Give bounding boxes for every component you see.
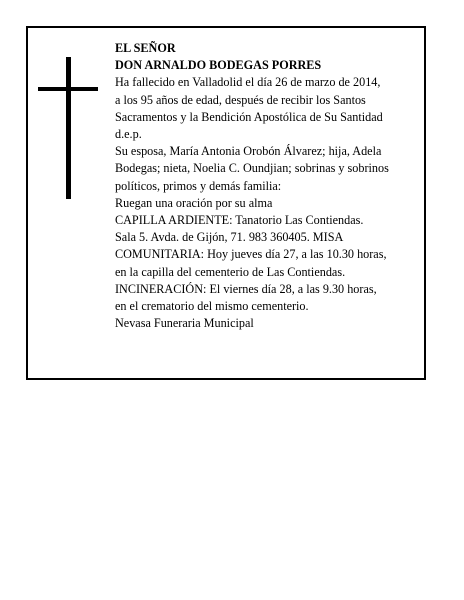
cross-horizontal-bar	[38, 87, 98, 91]
body-line: en la capilla del cementerio de Las Contiendas.	[115, 264, 346, 279]
body-line: COMUNITARIA: Hoy jueves día 27, a las 10.30 horas,	[115, 247, 387, 262]
obituary-notice	[26, 26, 426, 380]
body-line: Sacramentos y la Bendición Apostólica de Su Santidad	[115, 109, 383, 124]
latin-cross-icon	[38, 57, 98, 199]
body-line: Su esposa, María Antonia Orobón Álvarez; hija, Adela	[115, 144, 382, 159]
deceased-name: DON ARNALDO BODEGAS PORRES	[115, 58, 322, 73]
body-line: a los 95 años de edad, después de recibir los Santos	[115, 92, 366, 107]
body-line: Bodegas; nieta, Noelia C. Oundjian; sobrinas y sobrinos	[115, 161, 389, 176]
heading-title: EL SEÑOR	[115, 41, 176, 55]
body-line: Sala 5. Avda. de Gijón, 71. 983 360405. MISA	[115, 230, 344, 245]
body-line: CAPILLA ARDIENTE: Tanatorio Las Contiendas.	[115, 213, 364, 228]
body-line: en el crematorio del mismo cementerio.	[115, 299, 309, 314]
cross-vertical-bar	[66, 57, 71, 199]
funeral-home-name: Nevasa Funeraria Municipal	[115, 316, 254, 331]
obituary-text	[115, 40, 423, 332]
body-line: d.e.p.	[115, 127, 142, 142]
body-line: Ha fallecido en Valladolid el día 26 de marzo de 2014,	[115, 75, 381, 90]
body-line: Ruegan una oración por su alma	[115, 195, 273, 210]
body-line: políticos, primos y demás familia:	[115, 178, 282, 193]
body-line: INCINERACIÓN: El viernes día 28, a las 9.30 horas,	[115, 281, 377, 296]
